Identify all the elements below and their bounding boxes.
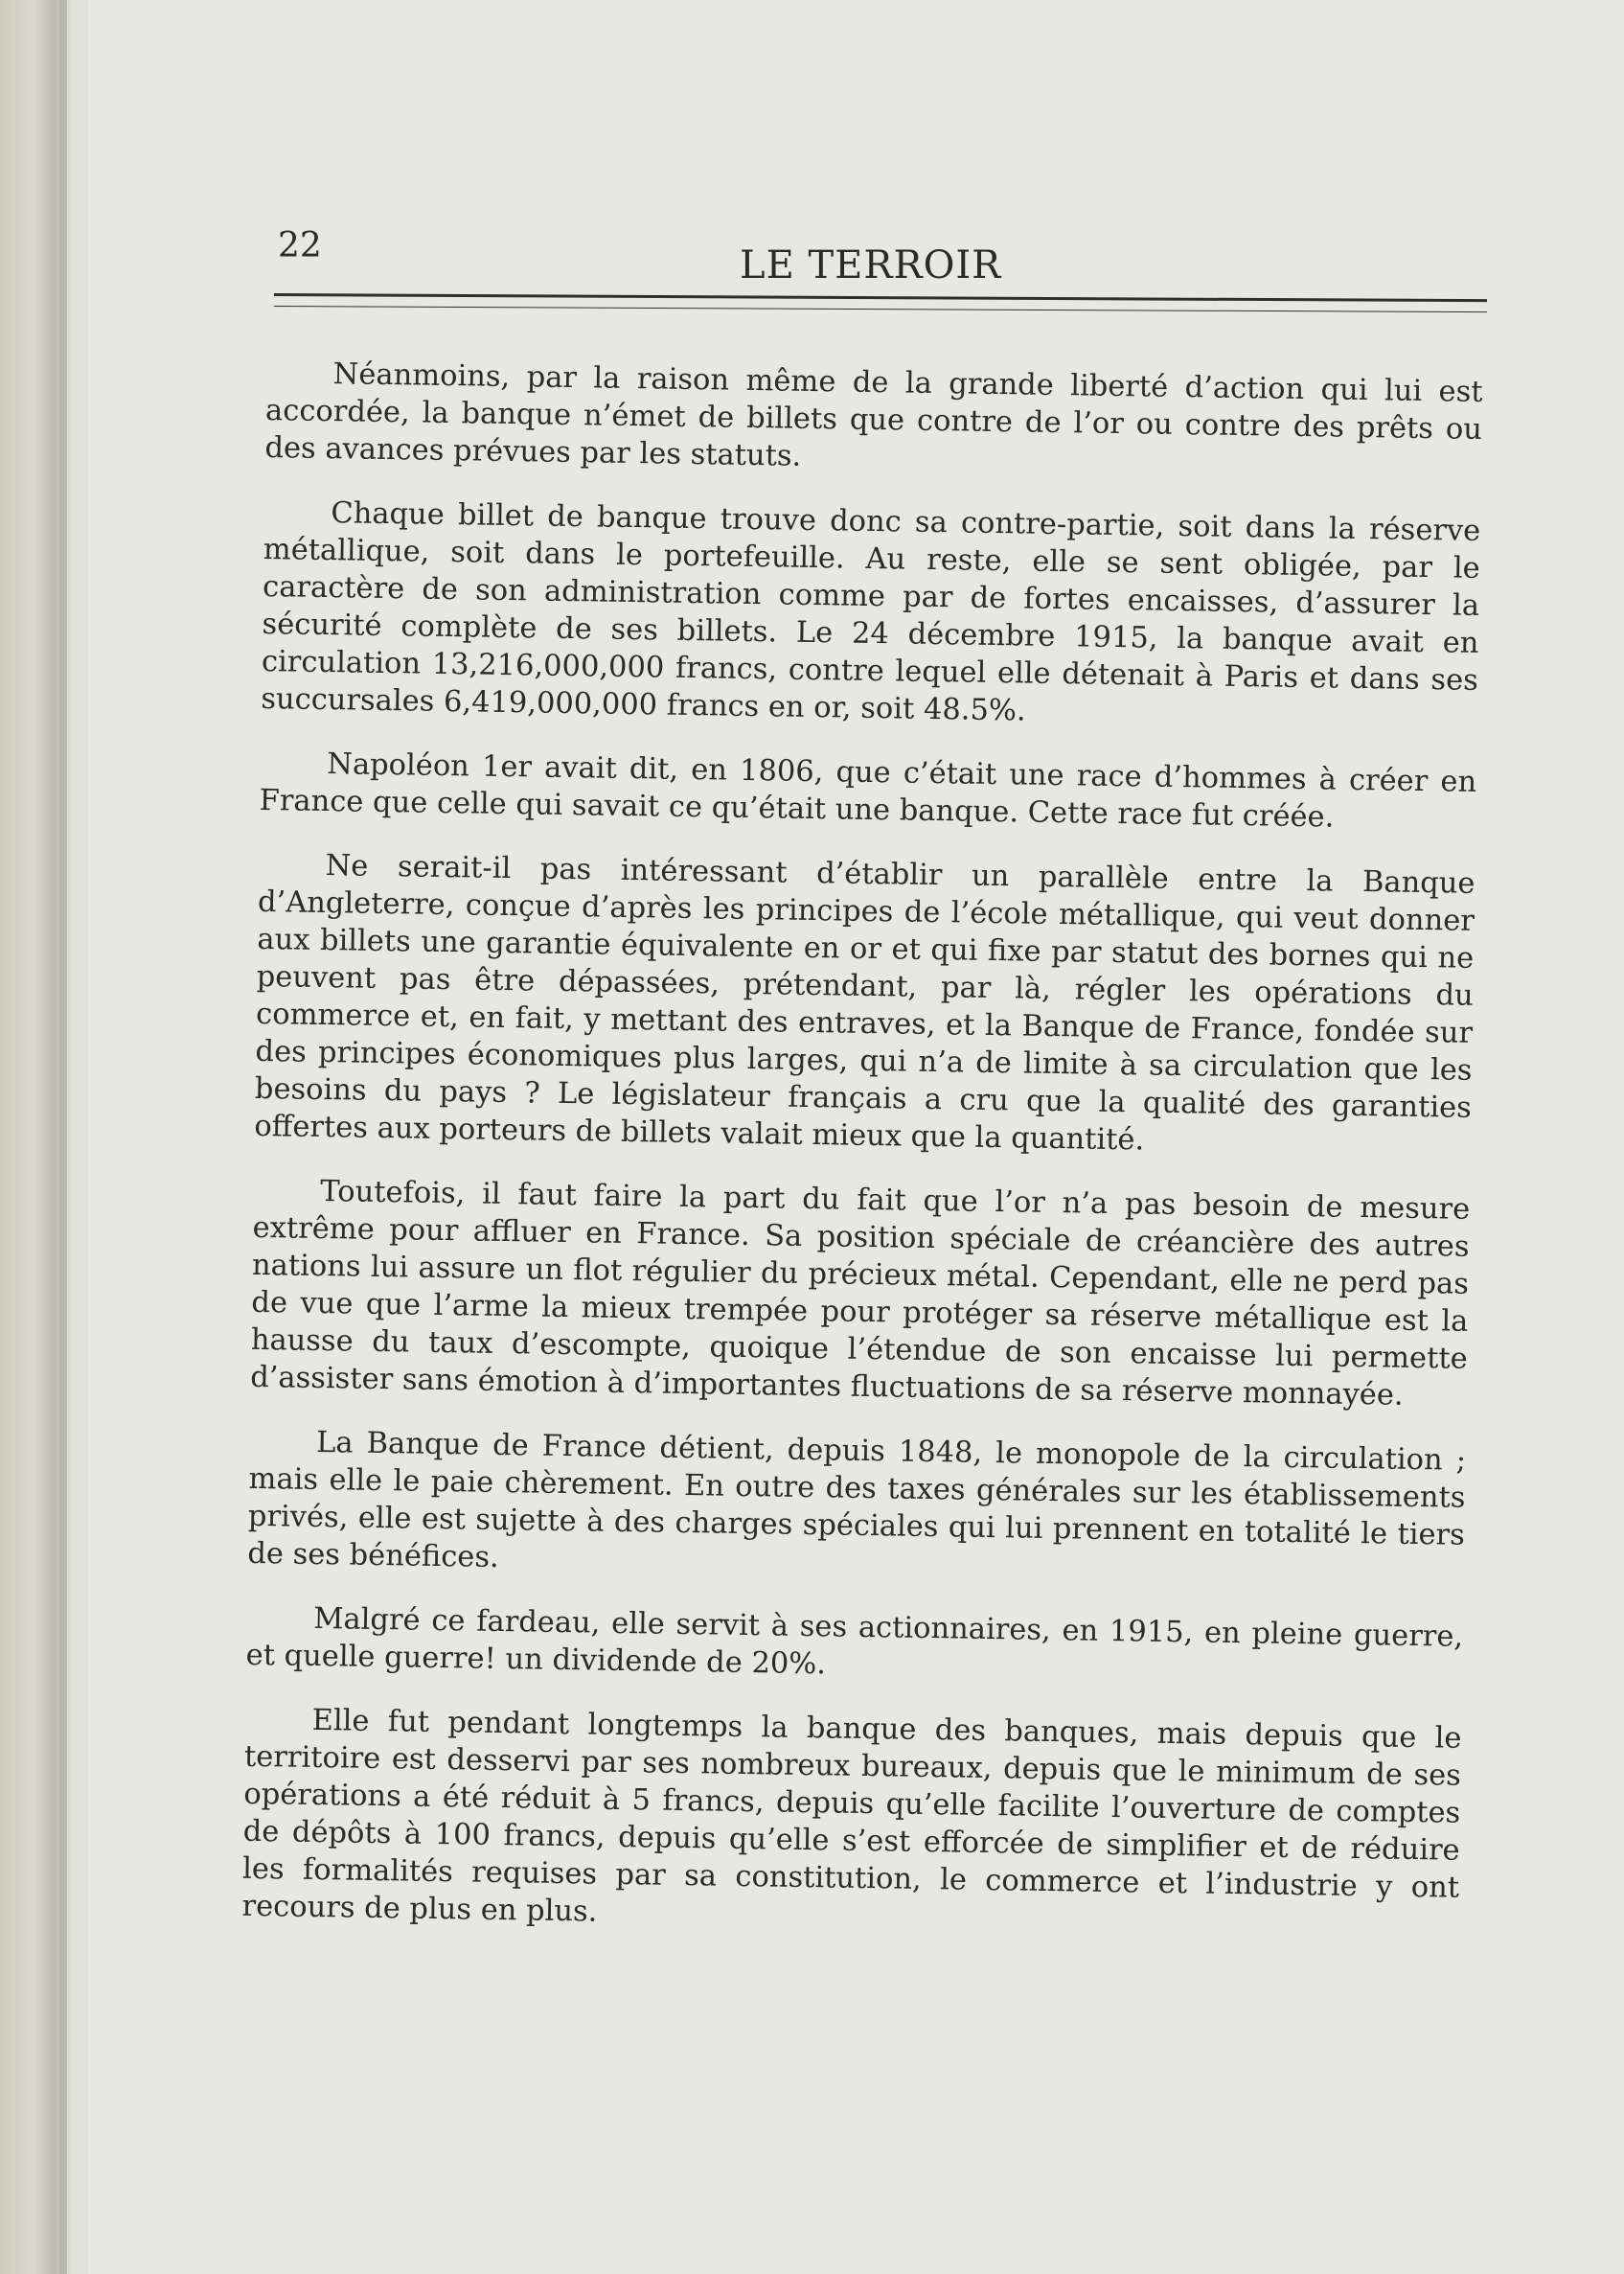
paragraph: Néanmoins, par la raison même de la grande liberté d’action qui lui est accordée, la banque n’émet de billets que contre de l’or ou contre des prêts ou des avances prévues par les statuts. — [264, 357, 1483, 473]
page-number: 22 — [278, 226, 322, 265]
paragraph: Ne serait-il pas intéressant d’établir un parallèle entre la Banque d’Angleterre, conçue d’après les principes de l’école métallique, qui veut donner aux billets une garantie équivalente en or et qui fixe par statut des bornes qui ne peuvent pas être dépassées, prétendant, par là, régler les opérations du commerce et, en fait, y mettant des entraves, et la Banque de France, fondée sur des principes économiques plus larges, qui n’a de limite à sa circulation que les besoins du pays ? Le législateur français a cru que la qualité des garanties offertes aux porteurs de billets valait mieux que la quantité. — [254, 849, 1475, 1158]
paragraph: La Banque de France détient, depuis 1848, le monopole de la circulation ; mais elle le paie chèrement. En outre des taxes générales sur les établissements privés, elle est sujette à des charges spéciales qui lui prennent en totalité le tiers de ses bénéfices. — [247, 1425, 1467, 1574]
running-title: LE TERROIR — [740, 243, 1002, 287]
paragraph: Malgré ce fardeau, elle servit à ses actionnaires, en 1915, en pleine guerre, et quelle guerre! un dividende de 20%. — [245, 1601, 1464, 1682]
paragraph: Toutefois, il faut faire la part du fait que l’or n’a pas besoin de mesure extrême pour affluer en France. Sa position spéciale de créancière des autres nations lui assure un flot régulier du précieux métal. Cependant, elle ne perd pas de vue que l’arme la mieux trempée pour protéger sa réserve métallique est la hausse du taux d’escompte, quoique l’étendue de son encaisse lui permette d’assister sans émotion à d’importantes fluctuations de sa réserve monnayée. — [249, 1174, 1471, 1413]
paragraph: Elle fut pendant longtemps la banque des banques, mais depuis que le territoire est desservi par ses nombreux bureaux, depuis que le minimum de ses opérations a été réduit à 5 francs, depuis qu’elle facilite l’ouverture de comptes de dépôts à 100 francs, depuis qu’elle s’est efforcée de simplifier et de réduire les formalités requises par sa constitution, le commerce et l’industrie y ont recours de plus en plus. — [241, 1703, 1462, 1929]
paragraph: Chaque billet de banque trouve donc sa contre-partie, soit dans la réserve métallique, soit dans le portefeuille. Au reste, elle se sent obligée, par le caractère de son administration comme par de fortes encaisses, d’assurer la sécurité complète de ses billets. Le 24 décembre 1915, la banque avait en circulation 13,216,000,000 francs, contre lequel elle détenait à Paris et dans ses succursales 6,419,000,000 francs en or, soit 48.5%. — [261, 496, 1481, 728]
article-body — [241, 355, 1483, 1971]
page-header — [274, 226, 1487, 286]
paragraph: Napoléon 1er avait dit, en 1806, que c’était une race d’hommes à créer en France que celle qui savait ce qu’était une banque. Cette race fut créée. — [259, 747, 1477, 835]
book-page-edge — [0, 0, 88, 2274]
